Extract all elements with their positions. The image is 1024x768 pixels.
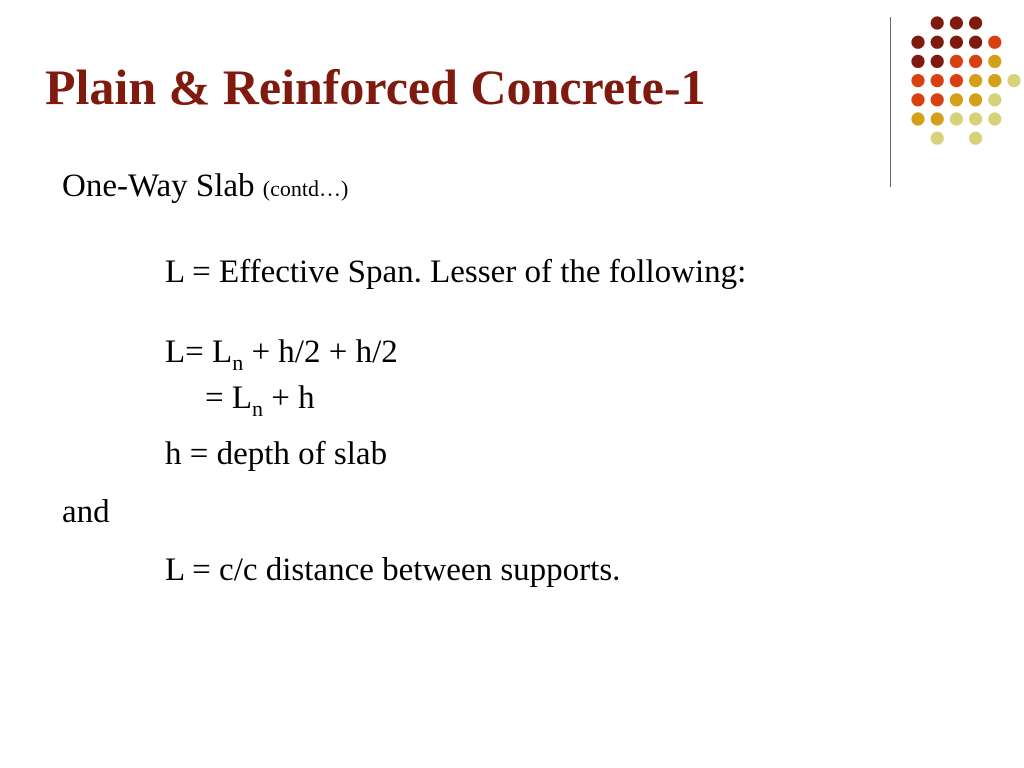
- decoration-dot: [1007, 74, 1020, 87]
- depth-definition: h = depth of slab: [165, 436, 388, 472]
- decoration-dot: [988, 36, 1001, 49]
- eq2-prefix: = L: [205, 380, 253, 416]
- decoration-dot: [988, 112, 1001, 125]
- decoration-dot: [969, 93, 982, 106]
- decoration-dot: [931, 74, 944, 87]
- decoration-dot: [911, 74, 924, 87]
- decoration-dot: [988, 55, 1001, 68]
- vertical-divider: [890, 17, 891, 187]
- decoration-dot: [931, 132, 944, 145]
- eq2-subscript: n: [252, 396, 264, 421]
- equation-1: [165, 334, 398, 375]
- equation-2: [205, 380, 315, 421]
- section-heading: [62, 170, 348, 203]
- decoration-dot: [950, 16, 963, 29]
- and-connector: and: [62, 494, 110, 530]
- decoration-dot: [911, 93, 924, 106]
- effective-span-definition: L = Effective Span. Lesser of the following:: [165, 254, 747, 290]
- eq1-prefix: L= L: [165, 334, 233, 370]
- decoration-dot: [911, 112, 924, 125]
- decoration-dot: [969, 16, 982, 29]
- decoration-dot: [931, 112, 944, 125]
- eq1-suffix: + h/2 + h/2: [243, 334, 398, 370]
- decoration-dot: [950, 74, 963, 87]
- eq1-subscript: n: [232, 350, 244, 375]
- decoration-dot: [950, 112, 963, 125]
- heading-text: One-Way Slab: [62, 168, 255, 204]
- decoration-dot: [931, 93, 944, 106]
- decoration-dot: [911, 36, 924, 49]
- decoration-dot: [931, 55, 944, 68]
- decoration-dot: [969, 112, 982, 125]
- decoration-dot: [950, 36, 963, 49]
- decoration-dot: [950, 93, 963, 106]
- decoration-dot: [950, 55, 963, 68]
- eq2-suffix: + h: [263, 380, 315, 416]
- decoration-dot: [911, 55, 924, 68]
- decoration-dot: [988, 74, 1001, 87]
- cc-distance-definition: L = c/c distance between supports.: [165, 552, 621, 588]
- decoration-dot: [988, 93, 1001, 106]
- heading-note: (contd…): [262, 176, 349, 201]
- slide-title: Plain & Reinforced Concrete-1: [45, 59, 706, 115]
- decoration-dot: [969, 74, 982, 87]
- decoration-dot: [931, 36, 944, 49]
- decoration-dot: [969, 36, 982, 49]
- decoration-dot: [969, 132, 982, 145]
- decoration-dot: [969, 55, 982, 68]
- decoration-dot: [931, 16, 944, 29]
